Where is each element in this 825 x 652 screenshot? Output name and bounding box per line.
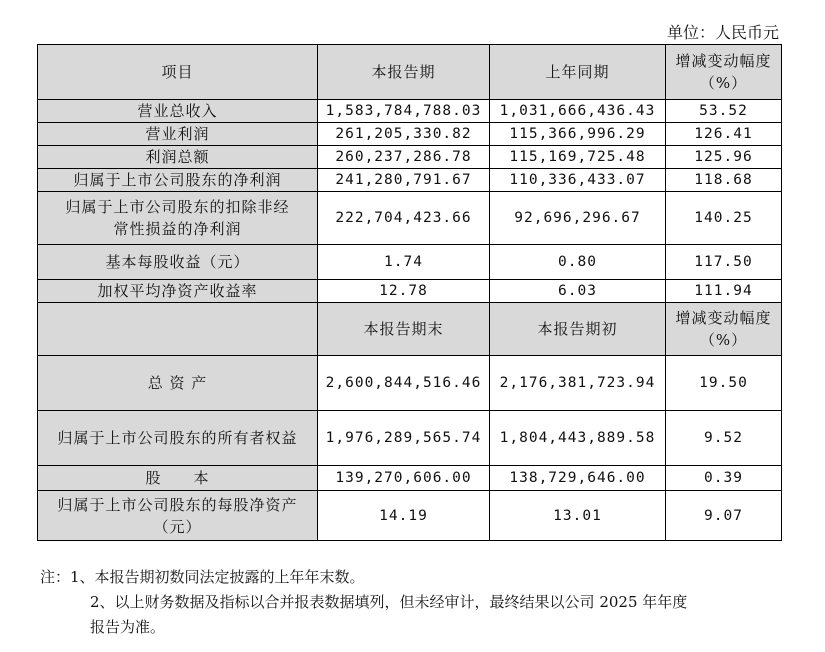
prior-value: 92,696,296.67 — [490, 192, 666, 245]
end-value: 2,600,844,516.46 — [318, 356, 490, 411]
header-prior-period: 上年同期 — [490, 45, 666, 100]
current-value: 1,583,784,788.03 — [318, 100, 490, 123]
header-change-line2: （%） — [699, 74, 748, 92]
begin-value: 1,804,443,889.58 — [490, 411, 666, 466]
table-row — [38, 356, 782, 411]
change-value: 126.41 — [666, 123, 782, 146]
current-value: 222,704,423.66 — [318, 192, 490, 245]
row-label-line1: 归属于上市公司股东的扣除非经 — [65, 198, 290, 216]
subheader-empty — [38, 303, 318, 356]
header-change-line1: 增减变动幅度 — [675, 309, 772, 327]
footnotes — [40, 565, 800, 640]
current-value: 241,280,791.67 — [318, 169, 490, 192]
end-value: 139,270,606.00 — [318, 466, 490, 491]
header-period-begin: 本报告期初 — [490, 303, 666, 356]
table-row — [38, 192, 782, 245]
row-label: 基本每股收益（元） — [38, 245, 318, 280]
row-label-line1: 归属于上市公司股东的每股净资产 — [57, 495, 298, 514]
row-label-line2: （元） — [153, 517, 202, 536]
prior-value: 115,169,725.48 — [490, 146, 666, 169]
note-line-3: 报告为准。 — [90, 618, 166, 636]
change-value: 9.52 — [666, 411, 782, 466]
prior-value: 110,336,433.07 — [490, 169, 666, 192]
header-change-line1: 增减变动幅度 — [675, 52, 772, 70]
row-label — [38, 491, 318, 541]
table-row — [38, 100, 782, 123]
table-row — [38, 245, 782, 280]
row-label: 归属于上市公司股东的净利润 — [38, 169, 318, 192]
header-current-period: 本报告期 — [318, 45, 490, 100]
end-value: 14.19 — [318, 491, 490, 541]
change-value: 9.07 — [666, 491, 782, 541]
change-value: 111.94 — [666, 280, 782, 303]
current-value: 1.74 — [318, 245, 490, 280]
row-label — [38, 192, 318, 245]
prior-value: 1,031,666,436.43 — [490, 100, 666, 123]
row-label: 归属于上市公司股东的所有者权益 — [38, 411, 318, 466]
current-value: 261,205,330.82 — [318, 123, 490, 146]
table-row — [38, 280, 782, 303]
header-change — [666, 303, 782, 356]
table-header-row — [38, 45, 782, 100]
note-line-2: 2、以上财务数据及指标以合并报表数据填列，但未经审计，最终结果以公司 2025 年年度 — [90, 593, 688, 611]
header-item: 项目 — [38, 45, 318, 100]
row-label: 总 资 产 — [38, 356, 318, 411]
prior-value: 115,366,996.29 — [490, 123, 666, 146]
change-value: 0.39 — [666, 466, 782, 491]
prior-value: 6.03 — [490, 280, 666, 303]
table-row — [38, 491, 782, 541]
current-value: 260,237,286.78 — [318, 146, 490, 169]
table-subheader-row — [38, 303, 782, 356]
table-row — [38, 123, 782, 146]
row-label: 加权平均净资产收益率 — [38, 280, 318, 303]
header-change-line2: （%） — [699, 331, 748, 349]
header-change — [666, 45, 782, 100]
row-label: 股 本 — [38, 466, 318, 491]
change-value: 53.52 — [666, 100, 782, 123]
financial-table — [37, 44, 782, 541]
table-row — [38, 411, 782, 466]
unit-label: 单位：人民币元 — [666, 23, 779, 42]
header-period-end: 本报告期末 — [318, 303, 490, 356]
prior-value: 0.80 — [490, 245, 666, 280]
table-row — [38, 466, 782, 491]
note-line-1: 注：1、本报告期初数同法定披露的上年年末数。 — [40, 568, 365, 586]
change-value: 19.50 — [666, 356, 782, 411]
change-value: 117.50 — [666, 245, 782, 280]
begin-value: 2,176,381,723.94 — [490, 356, 666, 411]
row-label: 营业利润 — [38, 123, 318, 146]
table-row — [38, 169, 782, 192]
change-value: 118.68 — [666, 169, 782, 192]
row-label-line2: 常性损益的净利润 — [113, 220, 242, 238]
begin-value: 138,729,646.00 — [490, 466, 666, 491]
row-label: 利润总额 — [38, 146, 318, 169]
begin-value: 13.01 — [490, 491, 666, 541]
end-value: 1,976,289,565.74 — [318, 411, 490, 466]
change-value: 125.96 — [666, 146, 782, 169]
table-row — [38, 146, 782, 169]
current-value: 12.78 — [318, 280, 490, 303]
change-value: 140.25 — [666, 192, 782, 245]
row-label: 营业总收入 — [38, 100, 318, 123]
